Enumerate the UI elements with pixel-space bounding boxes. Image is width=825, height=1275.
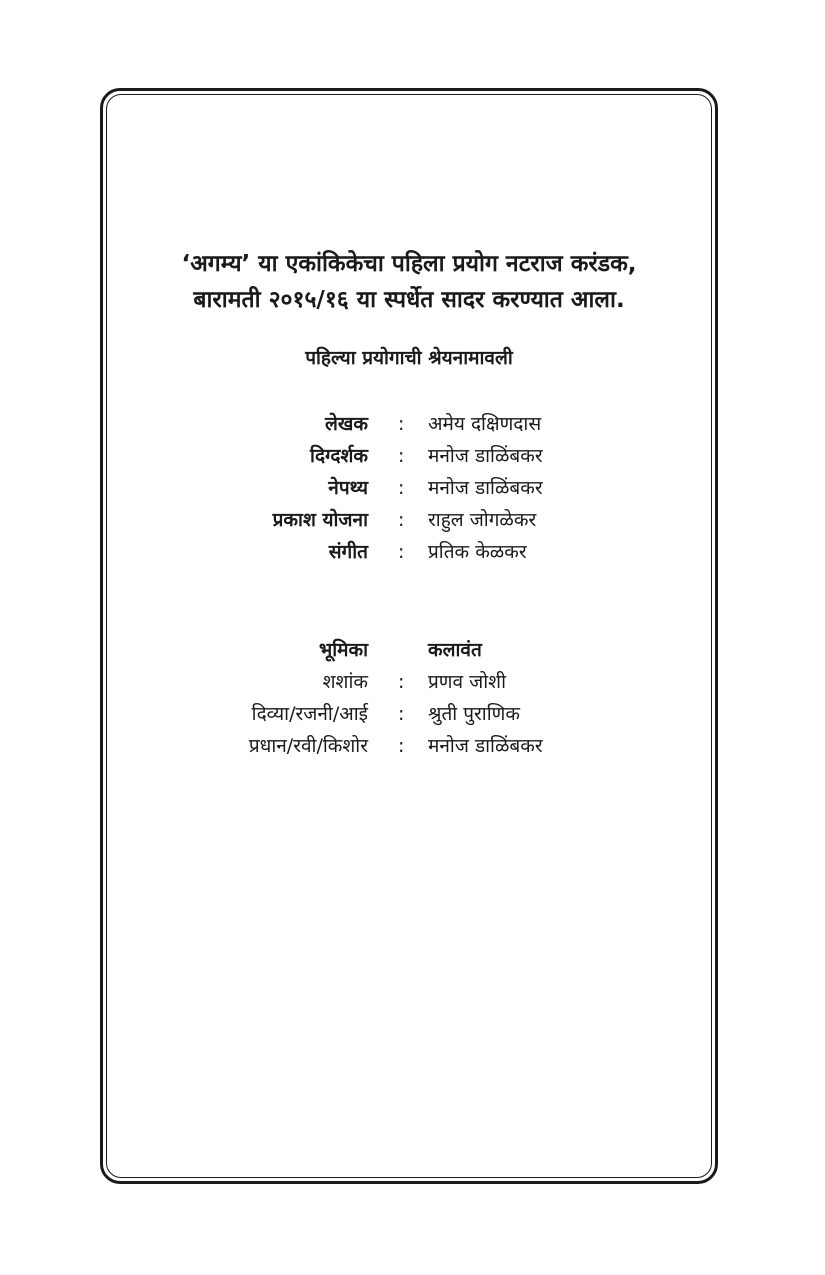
- credit-label: लेखक: [324, 413, 368, 435]
- cast-role: प्रधान/रवी/किशोर: [248, 735, 368, 757]
- cast-artist: मनोज डाळिंबकर: [428, 735, 543, 757]
- intro-paragraph: [110, 246, 708, 318]
- credit-row: [0, 536, 825, 568]
- credit-row: [0, 408, 825, 440]
- intro-line-2: बारामती २०१५/१६ या स्पर्धेत सादर करण्यात आला.: [193, 287, 625, 313]
- role-column-header: भूमिका: [318, 639, 368, 661]
- credit-label: नेपथ्य: [328, 477, 368, 499]
- cast-header-row: [0, 634, 825, 666]
- credit-value: मनोज डाळिंबकर: [428, 477, 543, 499]
- credit-value: मनोज डाळिंबकर: [428, 445, 543, 467]
- credits-heading: पहिल्या प्रयोगाची श्रेयनामावली: [305, 347, 513, 369]
- credit-value: प्रतिक केळकर: [428, 541, 527, 563]
- credit-separator: :: [398, 541, 405, 563]
- credit-label: संगीत: [328, 541, 368, 563]
- credit-row: [0, 504, 825, 536]
- intro-line-1: ‘अगम्य’ या एकांकिकेचा पहिला प्रयोग नटराज करंडक,: [181, 251, 637, 277]
- cast-separator: :: [398, 671, 405, 693]
- artist-column-header: कलावंत: [428, 639, 482, 661]
- credit-separator: :: [398, 509, 405, 531]
- cast-row: [0, 730, 825, 762]
- credit-separator: :: [398, 445, 405, 467]
- cast-artist: श्रुती पुराणिक: [428, 703, 520, 725]
- cast-row: [0, 698, 825, 730]
- credit-row: [0, 472, 825, 504]
- credit-label: प्रकाश योजना: [272, 509, 368, 531]
- credit-row: [0, 440, 825, 472]
- credit-separator: :: [398, 413, 405, 435]
- cast-artist: प्रणव जोशी: [428, 671, 507, 693]
- cast-row: [0, 666, 825, 698]
- cast-role: दिव्या/रजनी/आई: [251, 703, 368, 725]
- cast-separator: :: [398, 735, 405, 757]
- credit-value: अमेय दक्षिणदास: [428, 413, 542, 435]
- credit-label: दिग्दर्शक: [310, 445, 368, 467]
- cast-separator: :: [398, 703, 405, 725]
- credit-separator: :: [398, 477, 405, 499]
- credit-value: राहुल जोगळेकर: [428, 509, 537, 531]
- cast-role: शशांक: [322, 671, 368, 693]
